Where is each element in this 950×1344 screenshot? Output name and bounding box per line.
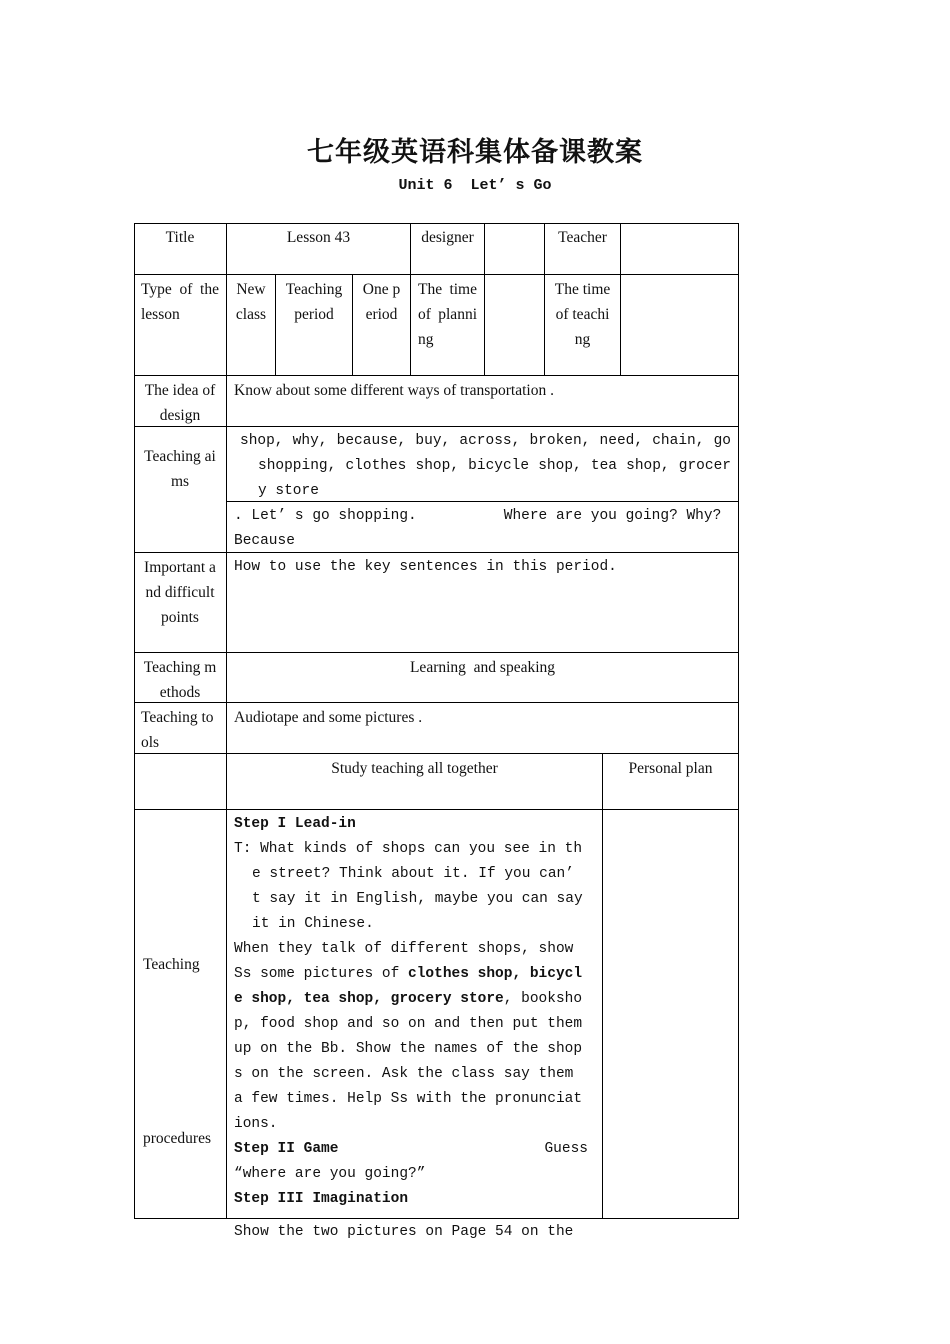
step1-title: Step I Lead-in <box>234 816 356 832</box>
document-subtitle: Unit 6 Let’ s Go <box>398 177 552 194</box>
step1-p2-end: , bookshop, food shop and so on and then put them up on the Bb. Show the names of the shops on the screen. Ask the class say them a few times. Help Ss with the pronunciations. <box>234 991 583 1132</box>
aims-sentences: . Let’ s go shopping. Where are you going? Why? Because <box>227 502 739 553</box>
points-label: Important and difficult points <box>134 553 227 653</box>
tools-label: Teaching tools <box>134 703 227 754</box>
teaching-period: Teaching period <box>276 275 353 376</box>
step3-text: Show the two pictures on Page 54 on the <box>234 1224 574 1240</box>
step1-p2-start: When they talk of different shops, show Ss some pictures of <box>234 941 574 982</box>
planning-label: The time of planning <box>411 275 485 376</box>
type-label: Type of the lesson <box>134 275 227 376</box>
step2-text: “where are you going?” <box>234 1166 426 1182</box>
one-period: One period <box>353 275 411 376</box>
step3-title: Step III Imagination <box>234 1191 409 1207</box>
methods-label: Teaching methods <box>134 653 227 703</box>
lesson-name: Lesson 43 <box>227 223 411 275</box>
points-value: How to use the key sentences in this period. <box>227 553 739 653</box>
tools-value: Audiotape and some pictures . <box>227 703 739 754</box>
header-empty-cell <box>134 754 227 810</box>
procedures-label-top: Teaching <box>143 956 200 973</box>
step2-guess: Guess <box>544 1141 588 1157</box>
teacher-value <box>621 223 739 275</box>
new-class: New class <box>227 275 276 376</box>
step1-paragraph <box>234 937 588 1137</box>
idea-value: Know about some different ways of transportation . <box>227 376 739 427</box>
aims-label: Teaching aims <box>134 427 227 553</box>
document-title: 七年级英语科集体备课教案 <box>307 137 643 168</box>
designer-value <box>485 223 545 275</box>
personal-plan-header: Personal plan <box>603 754 739 810</box>
methods-value: Learning and speaking <box>227 653 739 703</box>
title-label: Title <box>134 223 227 275</box>
teacher-label: Teacher <box>545 223 621 275</box>
procedures-label-cell <box>134 810 227 1219</box>
step1-text: T: What kinds of shops can you see in the street? Think about it. If you can’ t say it in English, maybe you can say it in Chinese. <box>234 841 583 932</box>
designer-label: designer <box>411 223 485 275</box>
personal-plan-value <box>603 810 739 1219</box>
aims-words: shop, why, because, buy, across, broken, need, chain, go shopping, clothes shop, bicycle shop, tea shop, grocery store <box>227 427 739 502</box>
teaching-time-label: The time of teaching <box>545 275 621 376</box>
study-header: Study teaching all together <box>227 754 603 810</box>
planning-value <box>485 275 545 376</box>
step1-shop-list: clothes shop, bicycle shop, tea shop, grocery store <box>234 966 583 1007</box>
step2-title: Step II Game <box>234 1141 339 1157</box>
step2-line <box>234 1137 588 1162</box>
procedures-content <box>227 810 603 1240</box>
procedures-label-bottom: procedures <box>143 1130 211 1147</box>
teaching-time-value <box>621 275 739 376</box>
idea-label: The idea of design <box>134 376 227 427</box>
